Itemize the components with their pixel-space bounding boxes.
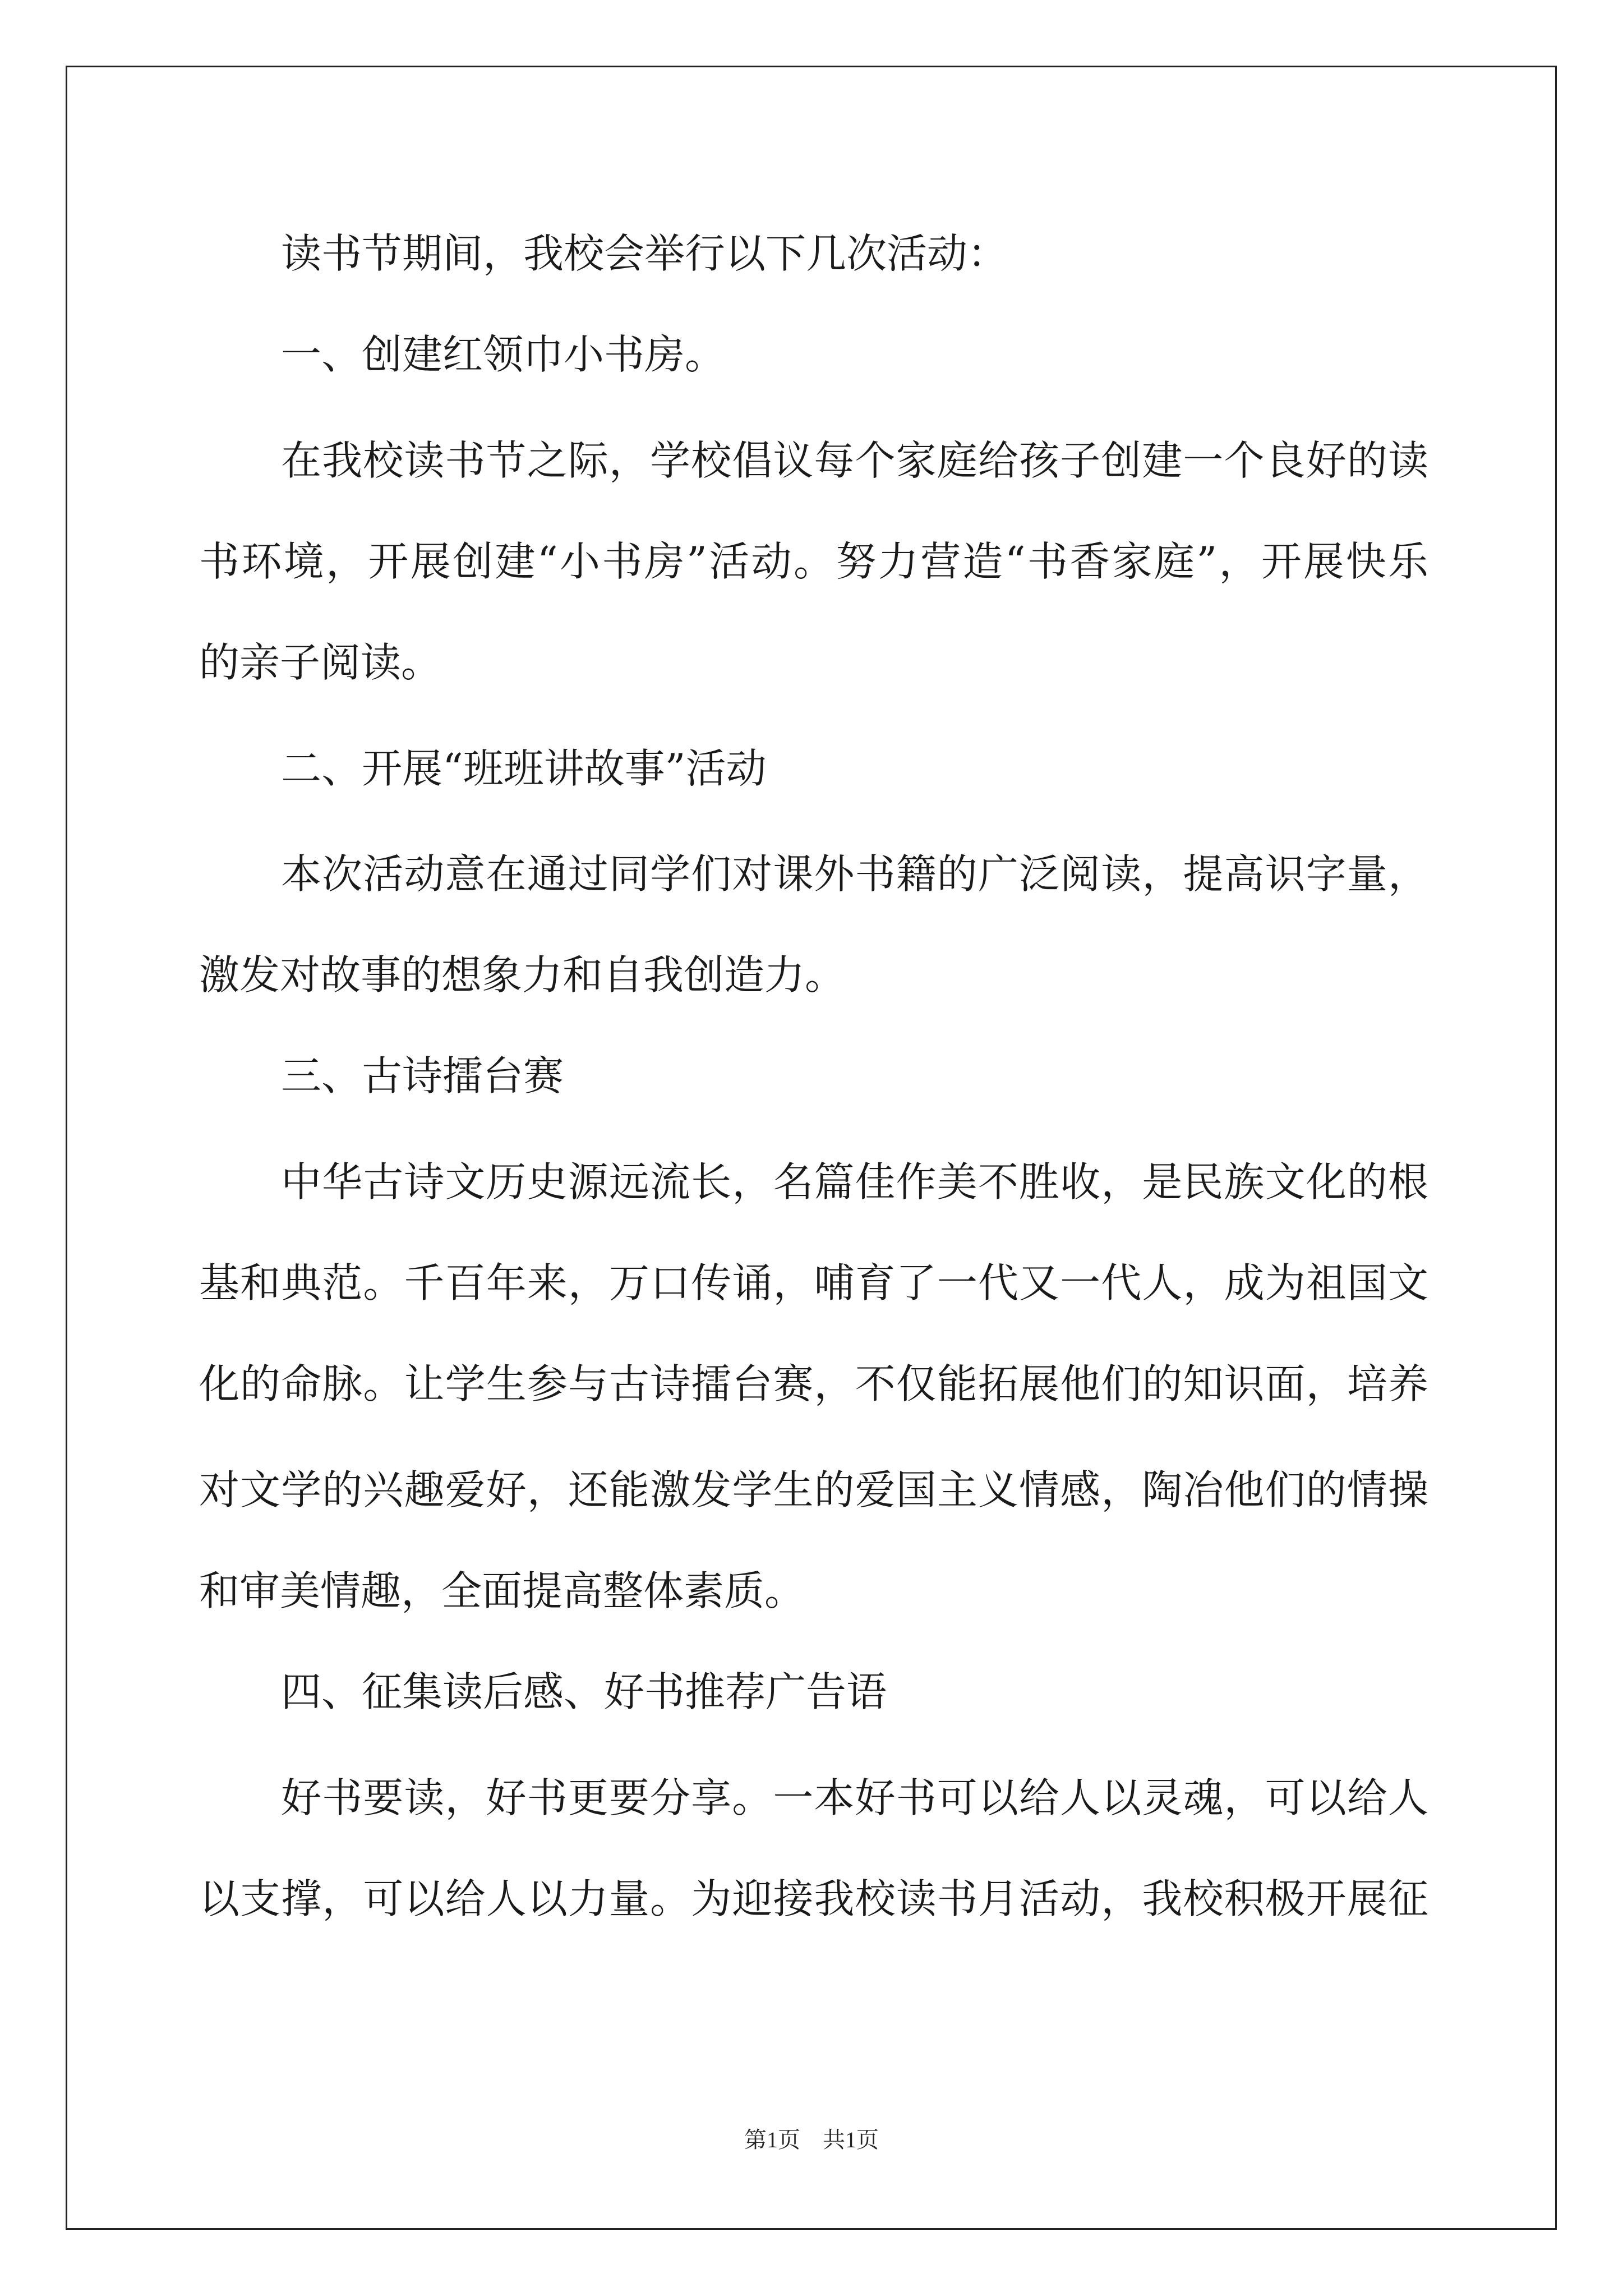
paragraph-line: 中华古诗文历史源远流长，名篇佳作美不胜收，是民族文化的根 — [281, 1158, 1428, 1205]
paragraph-line: 的亲子阅读。 — [199, 639, 442, 686]
paragraph-line: 化的命脉。让学生参与古诗擂台赛，不仅能拓展他们的知识面，培养 — [199, 1360, 1428, 1407]
heading-section-1: 一、创建红领巾小书房。 — [281, 331, 726, 378]
paragraph-intro: 读书节期间，我校会举行以下几次活动： — [281, 230, 1008, 277]
heading-section-3: 三、古诗擂台赛 — [281, 1052, 564, 1099]
paragraph-line: 基和典范。千百年来，万口传诵，哺育了一代又一代人，成为祖国文 — [199, 1259, 1428, 1306]
paragraph-line: 对文学的兴趣爱好，还能激发学生的爱国主义情感，陶冶他们的情操 — [199, 1466, 1428, 1513]
heading-section-4: 四、征集读后感、好书推荐广告语 — [281, 1668, 887, 1715]
paragraph-line: 在我校读书节之际，学校倡议每个家庭给孩子创建一个良好的读 — [281, 437, 1428, 484]
paragraph-line: 本次活动意在通过同学们对课外书籍的广泛阅读，提高识字量， — [281, 850, 1428, 898]
heading-section-2: 二、开展“班班讲故事”活动 — [281, 745, 767, 792]
paragraph-line: 好书要读，好书更要分享。一本好书可以给人以灵魂，可以给人 — [281, 1774, 1428, 1821]
paragraph-line: 书环境，开展创建“小书房”活动。努力营造“书香家庭”，开展快乐 — [199, 538, 1428, 585]
paragraph-line: 和审美情趣，全面提高整体素质。 — [199, 1567, 805, 1614]
page-footer: 第1页 共1页 — [744, 2127, 879, 2152]
paragraph-line: 激发对故事的想象力和自我创造力。 — [199, 951, 846, 999]
paragraph-line: 以支撑，可以给人以力量。为迎接我校读书月活动，我校积极开展征 — [199, 1875, 1428, 1922]
